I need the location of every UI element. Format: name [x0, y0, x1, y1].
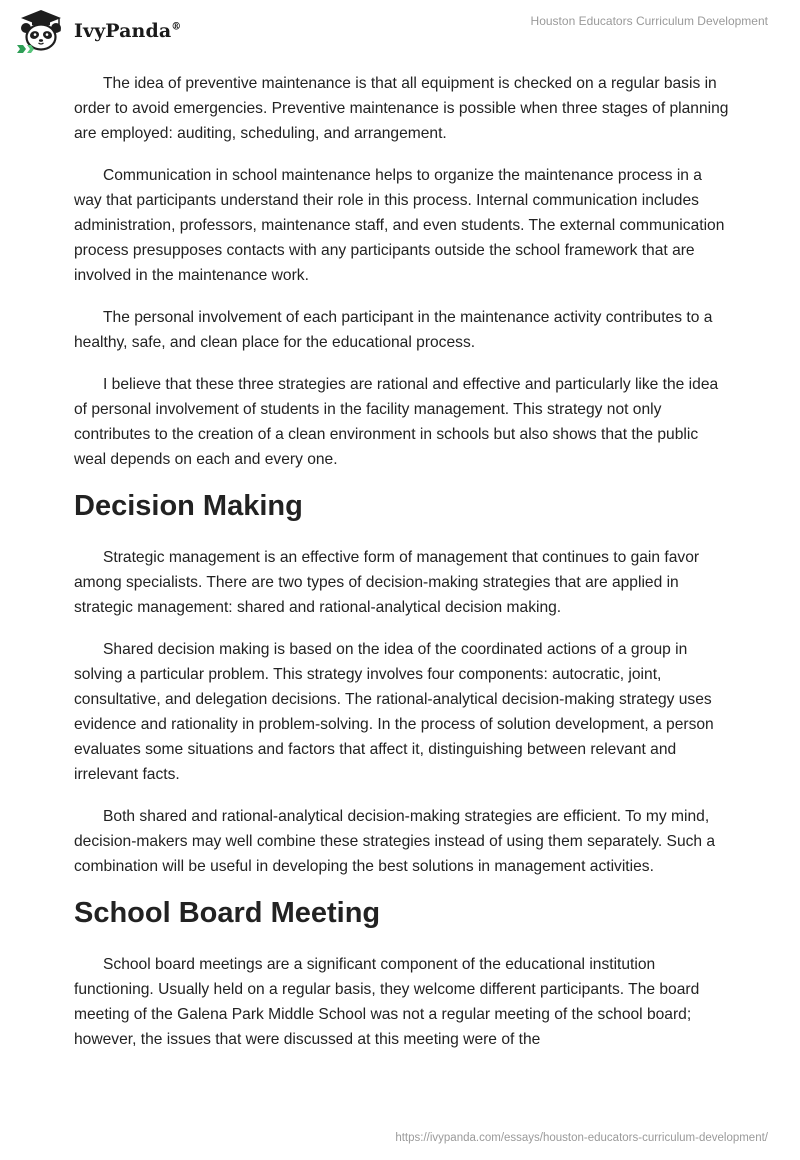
section-heading-decision-making: Decision Making — [74, 490, 303, 522]
paragraph: Communication in school maintenance helps to organize the maintenance process in a way that participants understand their role in this process. Internal communication includes administration, professors, maintenance staff, and even students. The external communication process presupposes contacts with any participants outside the school framework that are involved in the maintenance work. — [74, 167, 725, 284]
paragraph: The idea of preventive maintenance is that all equipment is checked on a regular basis in order to avoid emergencies. Preventive maintenance is possible when three stages of planning are employed: auditing, scheduling, and arrangement. — [74, 75, 729, 142]
paragraph: School board meetings are a significant component of the educational institution functioning. Usually held on a regular basis, they welcome different participants. The board meeting of the Galena Park Middle School was not a regular meeting of the school board; however, the issues that were discussed at this meeting were of the — [74, 956, 700, 1048]
panda-graduate-icon — [14, 9, 68, 53]
source-url-link[interactable]: https://ivypanda.com/essays/houston-educators-curriculum-development/ — [395, 1132, 768, 1144]
registered-mark: ® — [171, 21, 182, 33]
paragraph: Strategic management is an effective form of management that continues to gain favor among specialists. There are two types of decision-making strategies that are applied in strategic management: shared and rational-analytical decision making. — [74, 549, 700, 616]
paragraph: I believe that these three strategies are rational and effective and particularly like the idea of personal involvement of students in the facility management. This strategy not only contributes to the creation of a clean environment in schools but also shows that the public weal depends on each and every one. — [74, 376, 719, 468]
section-heading-school-board-meeting: School Board Meeting — [74, 897, 381, 929]
site-logo[interactable] — [14, 9, 181, 53]
page-header — [0, 0, 800, 70]
paragraph: Shared decision making is based on the idea of the coordinated actions of a group in solving a particular problem. This strategy involves four components: autocratic, joint, consultative, and delegation decisions. The rational-analytical decision-making strategy uses evidence and rationality in problem-solving. In the process of solution development, a person evaluates some situations and factors that affect it, distinguishing between relevant and irrelevant facts. — [74, 641, 714, 783]
essay-body — [74, 71, 734, 1069]
document-title: Houston Educators Curriculum Development — [530, 14, 768, 28]
paragraph: Both shared and rational-analytical decision-making strategies are efficient. To my mind, decision-makers may well combine these strategies instead of using them separately. Such a combination will be useful in developing the best solutions in management activities. — [74, 808, 716, 875]
paragraph: The personal involvement of each participant in the maintenance activity contributes to a healthy, safe, and clean place for the educational process. — [74, 309, 713, 351]
brand-name: IvyPanda® — [74, 20, 182, 42]
